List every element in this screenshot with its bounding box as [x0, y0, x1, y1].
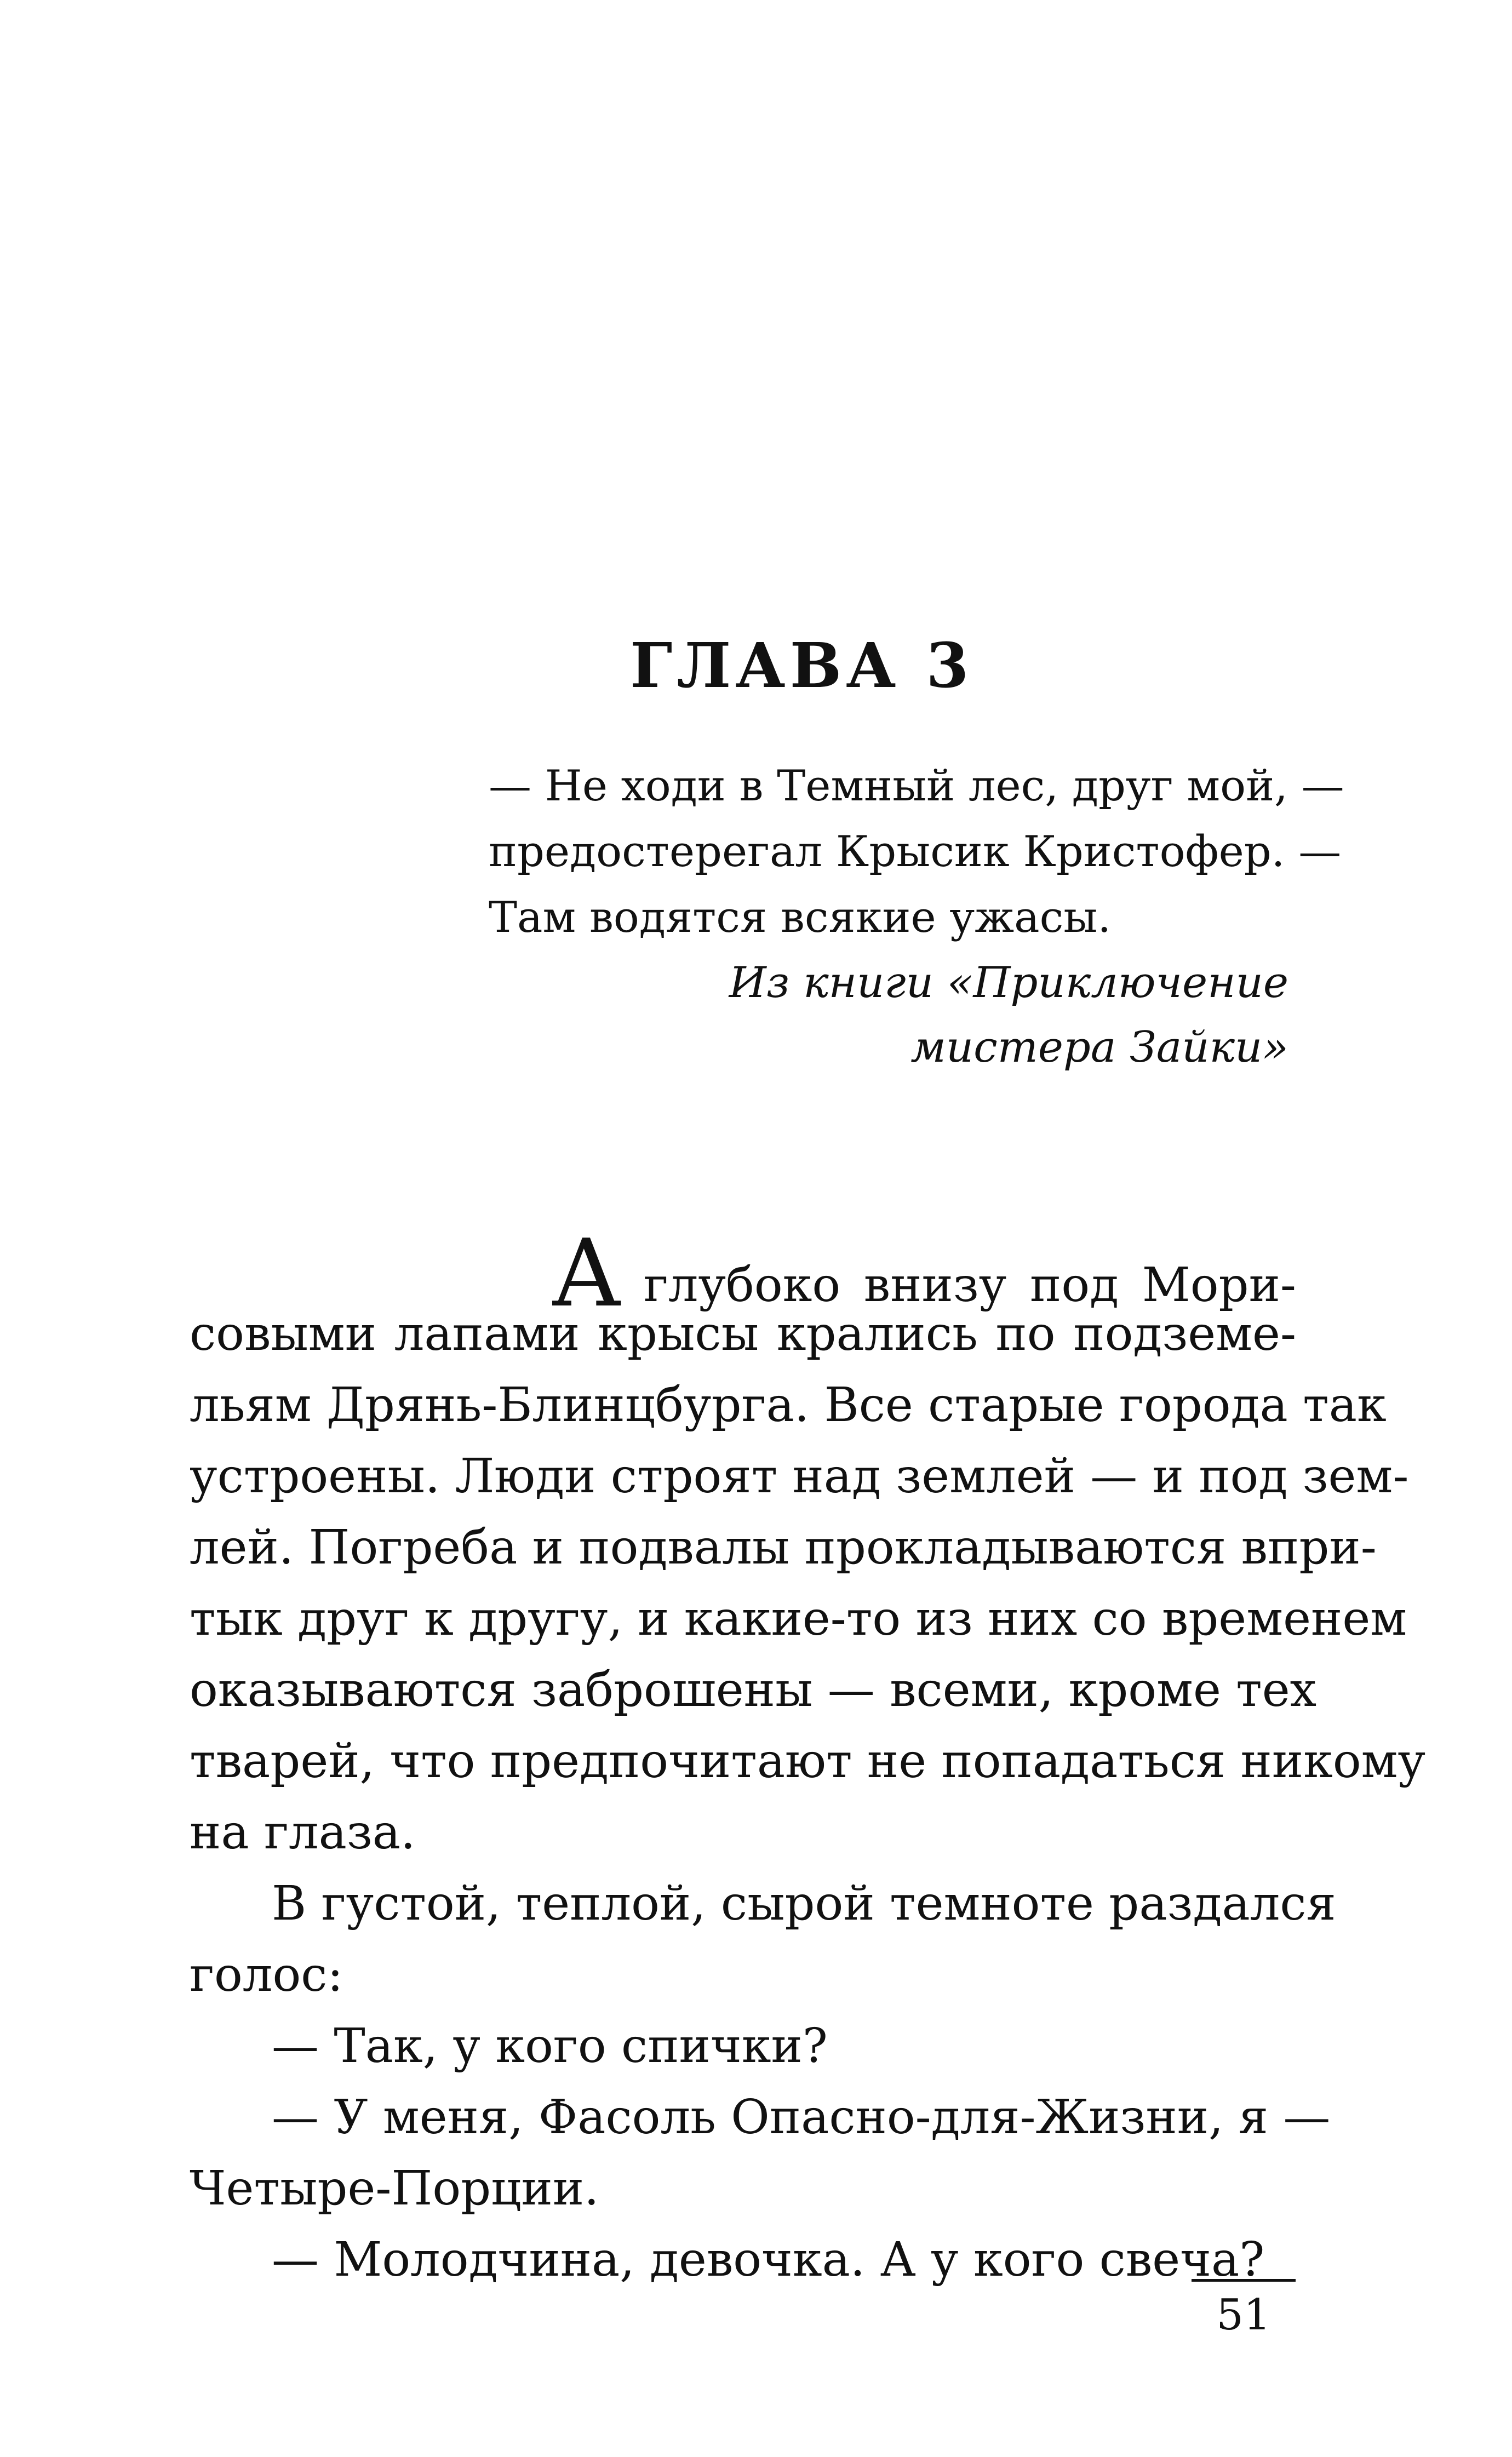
body-line: тварей, что предпочитают не попадаться никому — [190, 1734, 1426, 1789]
body-line: Четыре-Порции. — [190, 2161, 599, 2216]
body-line: — Молодчина, девочка. А у кого свеча? — [272, 2232, 1265, 2287]
body-line: устроены. Люди строят над землей — и под зем- — [190, 1449, 1409, 1504]
epigraph-line: предостерегал Крысик Кристофер. — — [489, 827, 1342, 877]
epigraph-line: — Не ходи в Темный лес, друг мой, — — [489, 761, 1344, 811]
epigraph-source-line: мистера Зайки» — [910, 1023, 1288, 1072]
epigraph — [489, 753, 1344, 950]
epigraph-source — [729, 950, 1288, 1080]
body-line: тык друг к другу, и какие-то из них со временем — [190, 1591, 1407, 1646]
body-line: В густой, теплой, сырой темноте раздался — [272, 1876, 1336, 1931]
body-line: лей. Погреба и подвалы прокладываются впри- — [190, 1520, 1377, 1575]
body-line: — У меня, Фасоль Опасно-для-Жизни, я — — [272, 2090, 1331, 2145]
body-line: оказываются заброшены — всеми, кроме тех — [190, 1663, 1317, 1717]
page-number-rule — [1192, 2279, 1296, 2282]
body-line: голос: — [190, 1948, 343, 2002]
drop-cap: А — [551, 1219, 622, 1328]
body-text — [190, 1219, 1426, 2295]
body-line: на глаза. — [190, 1805, 416, 1860]
body-line-text: глубоко внизу под Мори- — [643, 1258, 1296, 1313]
chapter-title: ГЛАВА 3 — [630, 630, 973, 702]
body-line: льям Дрянь-Блинцбурга. Все старые города так — [190, 1378, 1387, 1433]
body-line: совыми лапами крысы крались по подземе- — [190, 1307, 1296, 1361]
page-number: 51 — [1216, 2290, 1271, 2340]
epigraph-source-line: Из книги «Приключение — [729, 958, 1288, 1007]
body-line — [190, 1219, 1296, 1328]
epigraph-line: Там водятся всякие ужасы. — [489, 893, 1112, 942]
body-line: — Так, у кого спички? — [272, 2019, 828, 2074]
